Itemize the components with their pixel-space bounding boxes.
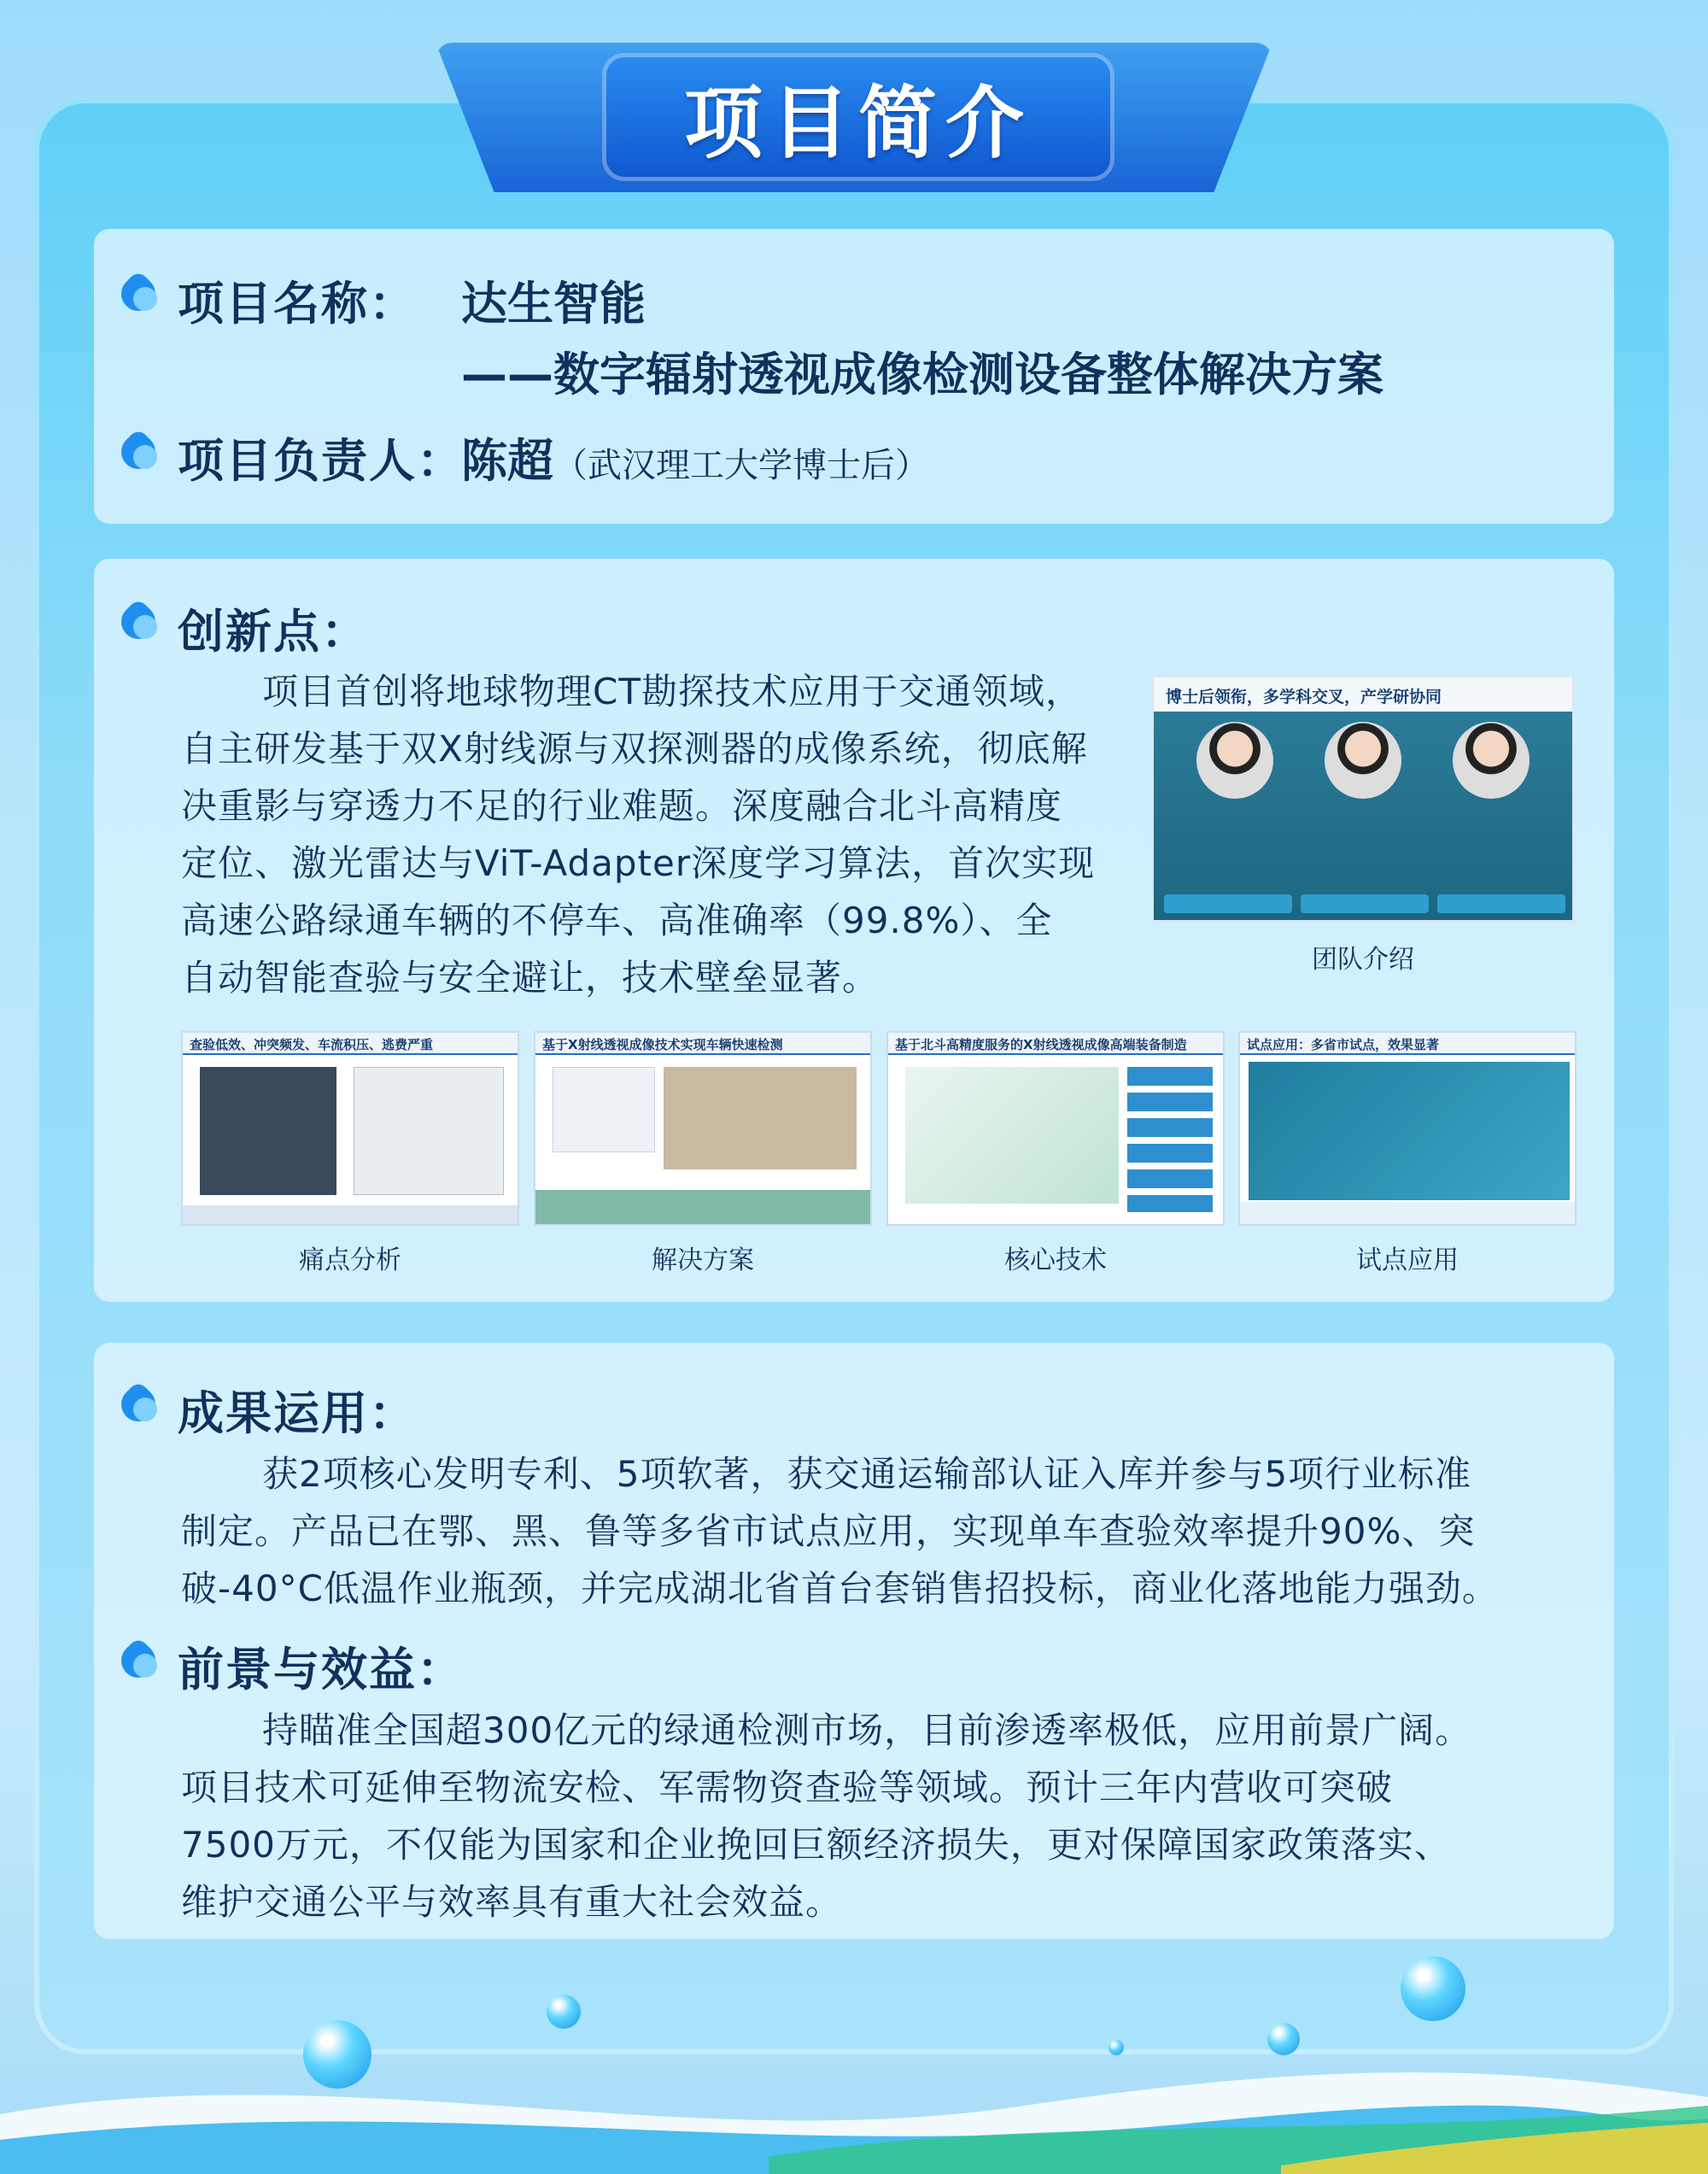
bullet-icon — [121, 600, 161, 639]
text-line: 7500万元，不仅能为国家和企业挽回巨额经济损失，更对保障国家政策落实、 — [181, 1824, 1451, 1866]
text-line: 自动智能查验与安全避让，技术壁垒显著。 — [181, 957, 880, 999]
prospects-text — [181, 1702, 1471, 1931]
thumb-strip — [183, 1205, 518, 1224]
thumb-pain-points — [181, 1031, 519, 1226]
thumb-core-tech — [886, 1031, 1225, 1226]
text-line: 破-40°C低温作业瓶颈，并完成湖北省首台套销售招投标，商业化落地能力强劲。 — [181, 1568, 1499, 1609]
team-tag — [1164, 894, 1292, 913]
text-line: 获2项核心发明专利、5项软著，获交通运输部认证入库并参与5项行业标准 — [262, 1453, 1472, 1495]
thumb-caption: 痛点分析 — [299, 1245, 401, 1275]
text-line: 定位、激光雷达与ViT-Adapter深度学习算法，首次实现 — [181, 842, 1096, 884]
name-sub: ——数字辐射透视成像检测设备整体解决方案 — [461, 348, 1383, 401]
title-badge — [602, 53, 1114, 181]
team-tag — [1301, 894, 1429, 913]
thumb-caption: 解决方案 — [652, 1245, 754, 1275]
name-label: 项目名称： — [178, 277, 417, 331]
results-text — [181, 1445, 1499, 1617]
thumb-pilot — [1238, 1031, 1576, 1226]
team-image — [1151, 675, 1575, 923]
thumb-photo — [200, 1067, 336, 1195]
thumb-caption: 核心技术 — [1004, 1245, 1107, 1275]
thumb-banner: 查验低效、冲突频发、车流积压、逃费严重 — [183, 1033, 518, 1055]
leader-label: 项目负责人： — [178, 434, 465, 488]
decor-bubble — [1401, 1956, 1465, 2021]
leader-value — [461, 425, 929, 490]
thumb-strip — [535, 1190, 870, 1224]
thumb-banner: 试点应用：多省市试点，效果显著 — [1240, 1033, 1575, 1055]
thumb-banner: 基于X射线透视成像技术实现车辆快速检测 — [535, 1033, 870, 1055]
text-line: 项目技术可延伸至物流安检、军需物资查验等领域。预计三年内营收可突破 — [181, 1767, 1394, 1808]
team-tag — [1437, 894, 1565, 913]
text-line: 高速公路绿通车辆的不停车、高准确率（99.8%）、全 — [181, 899, 1053, 941]
thumb-diagram — [553, 1067, 655, 1152]
thumb-diagram — [905, 1067, 1119, 1204]
leader-note: （武汉理工大学博士后） — [553, 446, 929, 485]
thumb-photo — [354, 1067, 504, 1195]
thumb-list — [1127, 1067, 1213, 1212]
decor-wave — [0, 2037, 1708, 2174]
prospects-heading: 前景与效益： — [178, 1643, 465, 1696]
text-line: 决重影与穿透力不足的行业难题。深度融合北斗高精度 — [181, 785, 1063, 827]
thumb-caption: 试点应用 — [1356, 1245, 1459, 1275]
thumb-strip — [1240, 1202, 1575, 1224]
bullet-icon — [121, 1638, 161, 1678]
thumb-photo — [664, 1067, 857, 1169]
text-line: 项目首创将地球物理CT勘探技术应用于交通领域， — [262, 671, 1082, 712]
bullet-icon — [121, 1382, 161, 1421]
text-line: 维护交通公平与效率具有重大社会效益。 — [181, 1881, 843, 1923]
thumb-solution — [534, 1031, 872, 1226]
innovation-heading: 创新点： — [178, 605, 369, 659]
team-caption: 团队介绍 — [1312, 945, 1414, 975]
team-photo — [1325, 722, 1401, 799]
text-line: 自主研发基于双X射线源与双探测器的成像系统，彻底解 — [181, 728, 1088, 770]
thumb-banner: 基于北斗高精度服务的X射线透视成像高端装备制造 — [888, 1033, 1223, 1055]
leader-name: 陈超 — [461, 434, 553, 488]
text-line: 持瞄准全国超300亿元的绿通检测市场，目前渗透率极低，应用前景广阔。 — [262, 1709, 1472, 1751]
decor-bubble — [547, 1995, 581, 2029]
bullet-icon — [121, 430, 161, 469]
innovation-text — [181, 663, 1095, 1006]
name-value: 达生智能 — [461, 277, 646, 331]
bullet-icon — [121, 272, 161, 311]
text-line: 制定。产品已在鄂、黑、鲁等多省市试点应用，实现单车查验效率提升90%、突 — [181, 1510, 1476, 1552]
results-heading: 成果运用： — [178, 1386, 417, 1440]
team-photo — [1196, 722, 1273, 799]
page-title: 项目简介 — [683, 78, 1032, 169]
team-banner: 博士后领衔，多学科交叉，产学研协同 — [1154, 677, 1572, 712]
team-photo — [1453, 722, 1530, 799]
thumb-map — [1249, 1062, 1570, 1200]
